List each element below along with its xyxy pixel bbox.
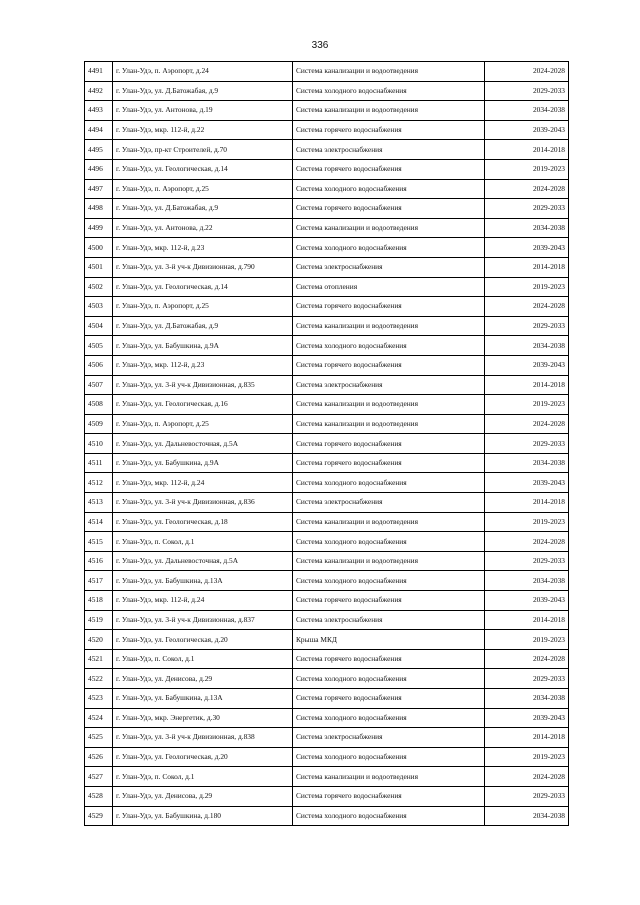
system-cell: Система холодного водоснабжения [293, 532, 485, 552]
row-number: 4506 [85, 355, 113, 375]
repair-schedule-table [84, 61, 569, 826]
address-cell: г. Улан-Удэ, п. Аэропорт, д.24 [113, 62, 293, 82]
address-cell: г. Улан-Удэ, ул. Бабушкина, д.13А [113, 689, 293, 709]
row-number: 4515 [85, 532, 113, 552]
table-row [85, 630, 569, 650]
address-cell: г. Улан-Удэ, п. Аэропорт, д.25 [113, 179, 293, 199]
address-cell: г. Улан-Удэ, ул. Бабушкина, д.180 [113, 806, 293, 826]
address-cell: г. Улан-Удэ, ул. Денисова, д.29 [113, 669, 293, 689]
period-cell: 2024-2028 [485, 179, 569, 199]
address-cell: г. Улан-Удэ, ул. Д.Батожабая, д.9 [113, 81, 293, 101]
period-cell: 2014-2018 [485, 610, 569, 630]
table-row [85, 395, 569, 415]
address-cell: г. Улан-Удэ, ул. Бабушкина, д.13А [113, 571, 293, 591]
address-cell: г. Улан-Удэ, п. Сокол, д.1 [113, 649, 293, 669]
system-cell: Система горячего водоснабжения [293, 786, 485, 806]
row-number: 4494 [85, 120, 113, 140]
table-row [85, 62, 569, 82]
period-cell: 2014-2018 [485, 140, 569, 160]
table-row [85, 747, 569, 767]
period-cell: 2024-2028 [485, 297, 569, 317]
table-row [85, 551, 569, 571]
period-cell: 2039-2043 [485, 591, 569, 611]
system-cell: Система холодного водоснабжения [293, 473, 485, 493]
period-cell: 2019-2023 [485, 277, 569, 297]
table-row [85, 708, 569, 728]
table-row [85, 140, 569, 160]
period-cell: 2019-2023 [485, 512, 569, 532]
address-cell: г. Улан-Удэ, мкр. 112-й, д.22 [113, 120, 293, 140]
table-row [85, 806, 569, 826]
system-cell: Система холодного водоснабжения [293, 708, 485, 728]
period-cell: 2024-2028 [485, 649, 569, 669]
row-number: 4498 [85, 199, 113, 219]
address-cell: г. Улан-Удэ, ул. Денисова, д.29 [113, 786, 293, 806]
row-number: 4513 [85, 493, 113, 513]
system-cell: Система отопления [293, 277, 485, 297]
row-number: 4496 [85, 159, 113, 179]
period-cell: 2014-2018 [485, 728, 569, 748]
period-cell: 2029-2033 [485, 669, 569, 689]
table-row [85, 669, 569, 689]
period-cell: 2029-2033 [485, 81, 569, 101]
system-cell: Крыша МКД [293, 630, 485, 650]
period-cell: 2024-2028 [485, 532, 569, 552]
table-row [85, 571, 569, 591]
address-cell: г. Улан-Удэ, мкр. 112-й, д.24 [113, 591, 293, 611]
period-cell: 2024-2028 [485, 62, 569, 82]
row-number: 4523 [85, 689, 113, 709]
system-cell: Система горячего водоснабжения [293, 297, 485, 317]
system-cell: Система канализации и водоотведения [293, 414, 485, 434]
period-cell: 2024-2028 [485, 414, 569, 434]
row-number: 4524 [85, 708, 113, 728]
row-number: 4491 [85, 62, 113, 82]
row-number: 4519 [85, 610, 113, 630]
system-cell: Система горячего водоснабжения [293, 120, 485, 140]
system-cell: Система электроснабжения [293, 493, 485, 513]
period-cell: 2029-2033 [485, 434, 569, 454]
system-cell: Система электроснабжения [293, 257, 485, 277]
row-number: 4507 [85, 375, 113, 395]
system-cell: Система холодного водоснабжения [293, 238, 485, 258]
table-row [85, 120, 569, 140]
system-cell: Система канализации и водоотведения [293, 512, 485, 532]
period-cell: 2034-2038 [485, 571, 569, 591]
period-cell: 2034-2038 [485, 453, 569, 473]
table-row [85, 493, 569, 513]
period-cell: 2029-2033 [485, 786, 569, 806]
address-cell: г. Улан-Удэ, пр-кт Строителей, д.70 [113, 140, 293, 160]
table-row [85, 649, 569, 669]
system-cell: Система горячего водоснабжения [293, 591, 485, 611]
system-cell: Система электроснабжения [293, 728, 485, 748]
table-row [85, 375, 569, 395]
system-cell: Система канализации и водоотведения [293, 218, 485, 238]
row-number: 4516 [85, 551, 113, 571]
system-cell: Система горячего водоснабжения [293, 689, 485, 709]
table-row [85, 532, 569, 552]
system-cell: Система холодного водоснабжения [293, 571, 485, 591]
period-cell: 2029-2033 [485, 551, 569, 571]
address-cell: г. Улан-Удэ, ул. Бабушкина, д.9А [113, 453, 293, 473]
period-cell: 2039-2043 [485, 120, 569, 140]
system-cell: Система холодного водоснабжения [293, 669, 485, 689]
table-row [85, 159, 569, 179]
period-cell: 2019-2023 [485, 159, 569, 179]
system-cell: Система электроснабжения [293, 610, 485, 630]
table-row [85, 473, 569, 493]
table-row [85, 767, 569, 787]
row-number: 4497 [85, 179, 113, 199]
period-cell: 2014-2018 [485, 375, 569, 395]
system-cell: Система холодного водоснабжения [293, 81, 485, 101]
table-row [85, 728, 569, 748]
period-cell: 2039-2043 [485, 238, 569, 258]
address-cell: г. Улан-Удэ, ул. 3-й уч-к Дивизионная, д.790 [113, 257, 293, 277]
table-row [85, 101, 569, 121]
row-number: 4528 [85, 786, 113, 806]
system-cell: Система канализации и водоотведения [293, 767, 485, 787]
system-cell: Система горячего водоснабжения [293, 159, 485, 179]
period-cell: 2014-2018 [485, 257, 569, 277]
system-cell: Система канализации и водоотведения [293, 101, 485, 121]
row-number: 4504 [85, 316, 113, 336]
address-cell: г. Улан-Удэ, п. Аэропорт, д.25 [113, 414, 293, 434]
row-number: 4495 [85, 140, 113, 160]
system-cell: Система холодного водоснабжения [293, 336, 485, 356]
row-number: 4525 [85, 728, 113, 748]
address-cell: г. Улан-Удэ, ул. Геологическая, д.16 [113, 395, 293, 415]
row-number: 4526 [85, 747, 113, 767]
row-number: 4527 [85, 767, 113, 787]
row-number: 4493 [85, 101, 113, 121]
page-number: 336 [311, 40, 329, 51]
table-row [85, 610, 569, 630]
period-cell: 2034-2038 [485, 336, 569, 356]
system-cell: Система канализации и водоотведения [293, 551, 485, 571]
system-cell: Система канализации и водоотведения [293, 316, 485, 336]
period-cell: 2024-2028 [485, 767, 569, 787]
period-cell: 2039-2043 [485, 473, 569, 493]
row-number: 4508 [85, 395, 113, 415]
table-row [85, 512, 569, 532]
row-number: 4514 [85, 512, 113, 532]
address-cell: г. Улан-Удэ, ул. Дальневосточная, д.5А [113, 434, 293, 454]
period-cell: 2034-2038 [485, 806, 569, 826]
table-row [85, 277, 569, 297]
row-number: 4500 [85, 238, 113, 258]
table-row [85, 453, 569, 473]
table-row [85, 218, 569, 238]
table-row [85, 199, 569, 219]
address-cell: г. Улан-Удэ, ул. Геологическая, д.18 [113, 512, 293, 532]
row-number: 4512 [85, 473, 113, 493]
row-number: 4520 [85, 630, 113, 650]
table-body [85, 62, 569, 826]
period-cell: 2039-2043 [485, 708, 569, 728]
address-cell: г. Улан-Удэ, мкр. 112-й, д.24 [113, 473, 293, 493]
row-number: 4499 [85, 218, 113, 238]
address-cell: г. Улан-Удэ, ул. Антонова, д.22 [113, 218, 293, 238]
system-cell: Система горячего водоснабжения [293, 649, 485, 669]
system-cell: Система холодного водоснабжения [293, 806, 485, 826]
table-row [85, 786, 569, 806]
period-cell: 2019-2023 [485, 630, 569, 650]
system-cell: Система канализации и водоотведения [293, 62, 485, 82]
row-number: 4518 [85, 591, 113, 611]
address-cell: г. Улан-Удэ, мкр. 112-й, д.23 [113, 238, 293, 258]
row-number: 4522 [85, 669, 113, 689]
row-number: 4511 [85, 453, 113, 473]
table-row [85, 591, 569, 611]
period-cell: 2019-2023 [485, 395, 569, 415]
row-number: 4503 [85, 297, 113, 317]
address-cell: г. Улан-Удэ, ул. Геологическая, д.20 [113, 747, 293, 767]
period-cell: 2039-2043 [485, 355, 569, 375]
address-cell: г. Улан-Удэ, ул. 3-й уч-к Дивизионная, д.835 [113, 375, 293, 395]
period-cell: 2014-2018 [485, 493, 569, 513]
period-cell: 2034-2038 [485, 101, 569, 121]
period-cell: 2034-2038 [485, 689, 569, 709]
address-cell: г. Улан-Удэ, ул. Бабушкина, д.9А [113, 336, 293, 356]
address-cell: г. Улан-Удэ, ул. Д.Батожабая, д.9 [113, 199, 293, 219]
system-cell: Система горячего водоснабжения [293, 434, 485, 454]
table-row [85, 336, 569, 356]
system-cell: Система горячего водоснабжения [293, 355, 485, 375]
address-cell: г. Улан-Удэ, п. Сокол, д.1 [113, 767, 293, 787]
table-row [85, 434, 569, 454]
row-number: 4510 [85, 434, 113, 454]
table-row [85, 316, 569, 336]
address-cell: г. Улан-Удэ, ул. Геологическая, д.20 [113, 630, 293, 650]
address-cell: г. Улан-Удэ, ул. Д.Батожабая, д.9 [113, 316, 293, 336]
row-number: 4517 [85, 571, 113, 591]
table-row [85, 414, 569, 434]
period-cell: 2019-2023 [485, 747, 569, 767]
system-cell: Система горячего водоснабжения [293, 199, 485, 219]
table-row [85, 81, 569, 101]
row-number: 4505 [85, 336, 113, 356]
system-cell: Система холодного водоснабжения [293, 179, 485, 199]
address-cell: г. Улан-Удэ, п. Аэропорт, д.25 [113, 297, 293, 317]
address-cell: г. Улан-Удэ, ул. Антонова, д.19 [113, 101, 293, 121]
table-row [85, 179, 569, 199]
address-cell: г. Улан-Удэ, ул. Геологическая, д.14 [113, 159, 293, 179]
address-cell: г. Улан-Удэ, мкр. 112-й, д.23 [113, 355, 293, 375]
period-cell: 2034-2038 [485, 218, 569, 238]
table-row [85, 355, 569, 375]
row-number: 4501 [85, 257, 113, 277]
system-cell: Система горячего водоснабжения [293, 453, 485, 473]
address-cell: г. Улан-Удэ, ул. Дальневосточная, д.5А [113, 551, 293, 571]
address-cell: г. Улан-Удэ, ул. Геологическая, д.14 [113, 277, 293, 297]
address-cell: г. Улан-Удэ, ул. 3-й уч-к Дивизионная, д.836 [113, 493, 293, 513]
row-number: 4521 [85, 649, 113, 669]
table-row [85, 257, 569, 277]
row-number: 4529 [85, 806, 113, 826]
row-number: 4502 [85, 277, 113, 297]
system-cell: Система канализации и водоотведения [293, 395, 485, 415]
address-cell: г. Улан-Удэ, п. Сокол, д.1 [113, 532, 293, 552]
address-cell: г. Улан-Удэ, ул. 3-й уч-к Дивизионная, д.837 [113, 610, 293, 630]
row-number: 4509 [85, 414, 113, 434]
row-number: 4492 [85, 81, 113, 101]
period-cell: 2029-2033 [485, 316, 569, 336]
system-cell: Система холодного водоснабжения [293, 747, 485, 767]
address-cell: г. Улан-Удэ, мкр. Энергетик, д.30 [113, 708, 293, 728]
system-cell: Система электроснабжения [293, 140, 485, 160]
table-row [85, 689, 569, 709]
period-cell: 2029-2033 [485, 199, 569, 219]
table-row [85, 297, 569, 317]
system-cell: Система электроснабжения [293, 375, 485, 395]
table-row [85, 238, 569, 258]
address-cell: г. Улан-Удэ, ул. 3-й уч-к Дивизионная, д.838 [113, 728, 293, 748]
